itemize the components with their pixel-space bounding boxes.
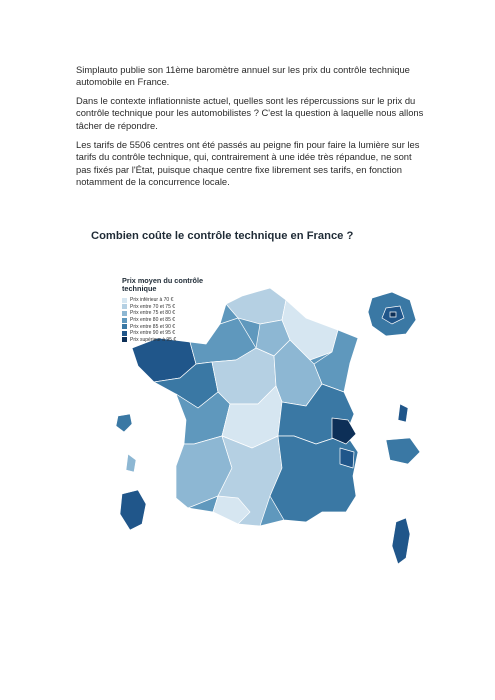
legend-item — [122, 310, 232, 317]
legend-items — [122, 297, 232, 343]
legend-label: Prix entre 70 et 75 € — [130, 303, 176, 310]
guadeloupe — [116, 414, 132, 432]
legend-item — [122, 337, 232, 344]
legend-item — [122, 297, 232, 304]
region-provence — [270, 434, 358, 522]
intro-paragraph-1: Simplauto publie son 11ème baromètre annuel sur les prix du contrôle technique automobile en France. — [76, 64, 410, 88]
legend-swatch — [122, 337, 127, 342]
guyane — [120, 490, 146, 530]
infographic-title: Combien coûte le contrôle technique en France ? — [91, 230, 354, 242]
corsica — [392, 518, 410, 564]
legend-label: Prix entre 80 et 85 € — [130, 317, 176, 324]
legend-label: Prix entre 85 et 90 € — [130, 323, 176, 330]
legend-label: Prix supérieur à 95 € — [130, 336, 177, 343]
legend-swatch — [122, 304, 127, 309]
reunion — [386, 438, 420, 464]
legend-label: Prix inférieur à 70 € — [130, 297, 174, 304]
legend-swatch — [122, 318, 127, 323]
intro-paragraph-3: Les tarifs de 5506 centres ont été passés au peigne fin pour faire la lumière sur les tarifs du contrôle technique, qui, contrairement à une idée très répandue, ne sont pas fixés par l'État, puisque chaque centre fixe librement ses tarifs, en fonction notamment de la concurrence locale. — [76, 139, 420, 188]
legend-item — [122, 330, 232, 337]
legend-title: Prix moyen du contrôle technique — [122, 276, 204, 293]
legend-item — [122, 317, 232, 324]
legend-swatch — [122, 324, 127, 329]
mayotte — [398, 404, 408, 422]
legend-label: Prix entre 75 et 80 € — [130, 310, 176, 317]
martinique — [126, 454, 136, 472]
legend-swatch — [122, 298, 127, 303]
legend-label: Prix entre 90 et 95 € — [130, 330, 176, 337]
legend-item — [122, 323, 232, 330]
legend-item — [122, 304, 232, 311]
ile-de-france-inset — [368, 292, 416, 336]
map-legend — [122, 277, 232, 343]
legend-swatch — [122, 311, 127, 316]
intro-paragraph-2: Dans le contexte inflationniste actuel, quelles sont les répercussions sur le prix du contrôle technique pour les automobilistes ? C'est la question à laquelle nous allons tâcher de répondre. — [76, 95, 424, 131]
legend-swatch — [122, 331, 127, 336]
